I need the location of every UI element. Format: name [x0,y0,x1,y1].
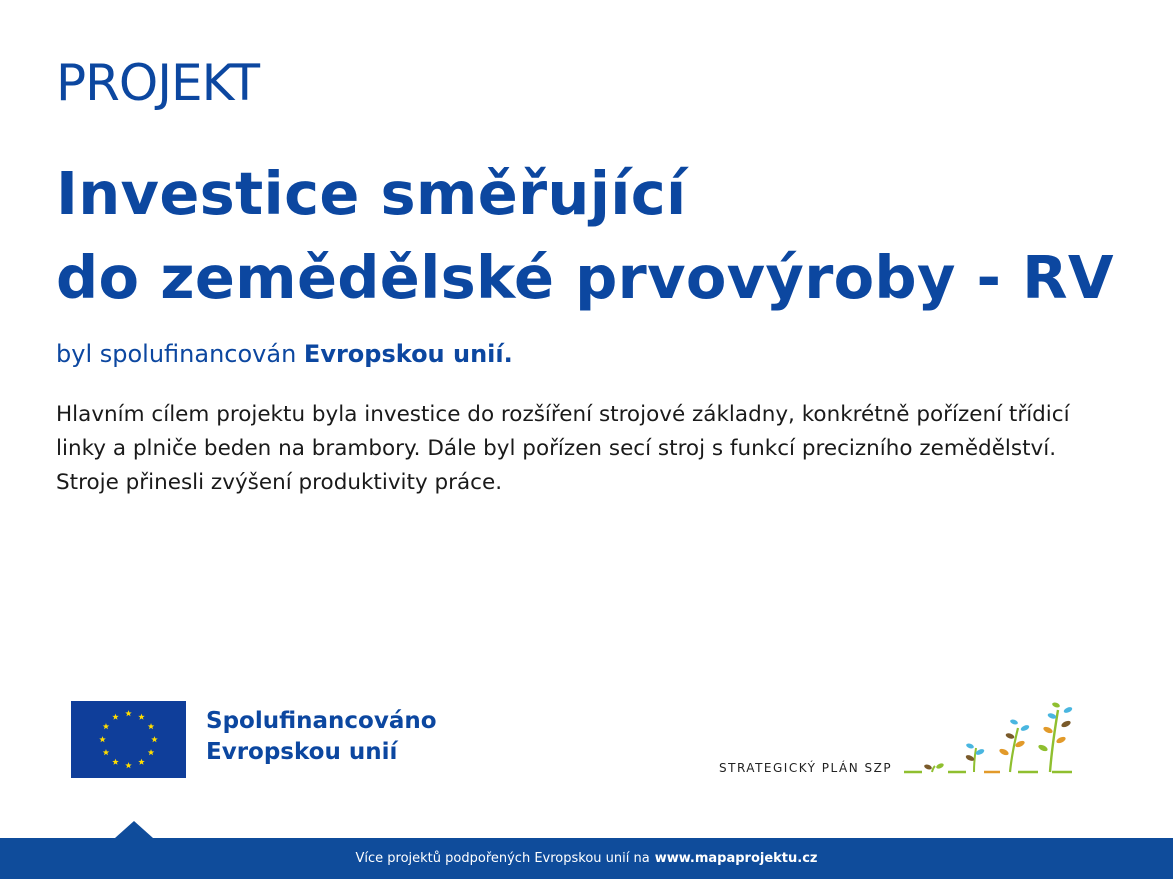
eu-star-icon [148,723,154,729]
project-title-line-1: Investice směřující [56,159,687,228]
subtitle-prefix: byl spolufinancován [56,340,297,368]
footer-tab-icon [115,821,153,838]
eu-flag-icon [71,701,186,778]
szp-sprouts-logo-icon [900,700,1090,780]
footer-bar [0,838,1173,879]
project-title [56,152,1114,320]
eu-star-icon [148,749,154,755]
eu-star-icon [125,762,131,768]
eu-star-icon [112,759,118,765]
cofinanced-subtitle [56,340,513,368]
eu-star-icon [151,736,157,742]
eu-stars-icon [71,701,186,778]
eu-star-icon [138,759,144,765]
footer-text: Více projektů podpořených Evropskou unií na [355,851,650,866]
eu-text-line-1: Spolufinancováno [206,708,437,734]
eu-star-icon [125,710,131,716]
eu-star-icon [112,714,118,720]
footer-link[interactable]: www.mapaprojektu.cz [654,851,818,866]
eu-star-icon [103,723,109,729]
project-label: PROJEKT [56,54,260,112]
subtitle-eu: Evropskou unií. [303,340,513,368]
szp-label: STRATEGICKÝ PLÁN SZP [719,761,893,775]
eu-text-line-2: Evropskou unií [206,739,398,765]
eu-star-icon [138,714,144,720]
eu-cofinanced-text [206,706,437,768]
project-description: Hlavním cílem projektu byla investice do rozšíření strojové základny, konkrétně pořízení třídicí linky a plniče beden na brambory. Dále byl pořízen secí stroj s funkcí precizního zemědělství. Stroje přinesli zvýšení produktivity práce. [56,402,1070,495]
eu-star-icon [99,736,105,742]
eu-star-icon [103,749,109,755]
project-title-line-2: do zemědělské prvovýroby - RV [56,243,1114,312]
